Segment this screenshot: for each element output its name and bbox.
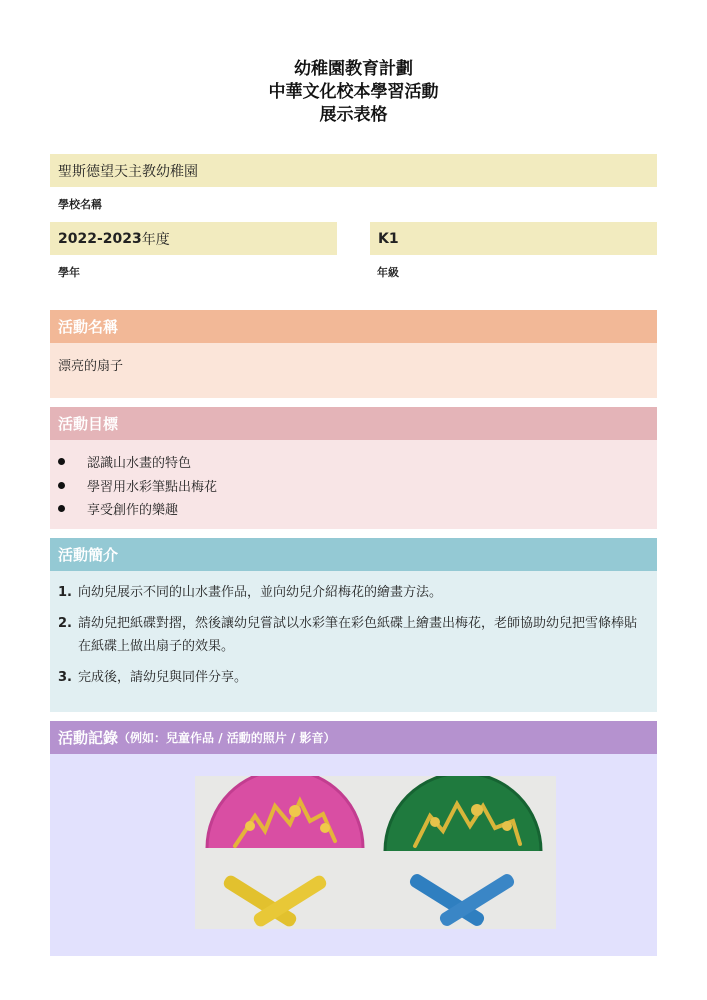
intro-step: [58, 581, 648, 604]
bullet-icon: [58, 505, 65, 512]
objectives-heading: 活動目標: [50, 407, 657, 440]
school-name-field: [50, 154, 657, 187]
activity-name-body: [50, 343, 657, 398]
step-number: 2.: [58, 616, 72, 631]
step-number: 1.: [58, 585, 72, 600]
activity-name-heading: 活動名稱: [50, 310, 657, 343]
school-name-label: 學校名稱: [58, 198, 102, 211]
activity-photo: [195, 776, 556, 929]
step-text: 請幼兒把紙碟對摺，然後讓幼兒嘗試以水彩筆在彩色紙碟上繪畫出梅花，老師協助幼兒把雪條棒貼在紙碟上做出扇子的效果。: [78, 616, 638, 654]
school-year-suffix: 年度: [141, 231, 170, 248]
objectives-body: [50, 440, 657, 529]
intro-heading: 活動簡介: [50, 538, 657, 571]
grade-field: [370, 222, 657, 255]
school-year-field: [50, 222, 337, 255]
record-title: 活動記錄: [58, 729, 119, 747]
step-text: 完成後，請幼兒與同伴分享。: [78, 670, 248, 685]
record-heading: [50, 721, 657, 754]
intro-body: [50, 571, 657, 712]
objective-text: 認識山水畫的特色: [87, 456, 192, 471]
title-line-1: 幼稚園教育計劃: [294, 59, 413, 79]
objective-item: [58, 476, 217, 495]
objective-text: 享受創作的樂趣: [87, 503, 179, 518]
objective-item: [58, 452, 191, 471]
school-year-label: 學年: [58, 266, 80, 279]
bullet-icon: [58, 458, 65, 465]
bullet-icon: [58, 482, 65, 489]
objective-item: [58, 499, 178, 518]
record-body: [50, 754, 657, 956]
record-note: （例如：兒童作品 / 活動的照片 / 影音）: [118, 731, 336, 745]
title-line-2: 中華文化校本學習活動: [268, 82, 439, 102]
intro-step: [58, 612, 648, 658]
objective-text: 學習用水彩筆點出梅花: [87, 480, 218, 495]
intro-step: [58, 666, 648, 689]
school-year-value: 2022-2023: [58, 230, 142, 247]
grade-value: K1: [378, 230, 399, 247]
document-title: [0, 58, 707, 127]
activity-name-value: 漂亮的扇子: [58, 359, 124, 374]
title-line-3: 展示表格: [319, 105, 388, 125]
step-text: 向幼兒展示不同的山水畫作品，並向幼兒介紹梅花的繪畫方法。: [78, 585, 443, 600]
school-name-value: 聖斯德望天主教幼稚園: [58, 163, 198, 180]
step-number: 3.: [58, 670, 72, 685]
paper-fans-illustration: [195, 776, 556, 929]
grade-label: 年級: [377, 266, 399, 279]
